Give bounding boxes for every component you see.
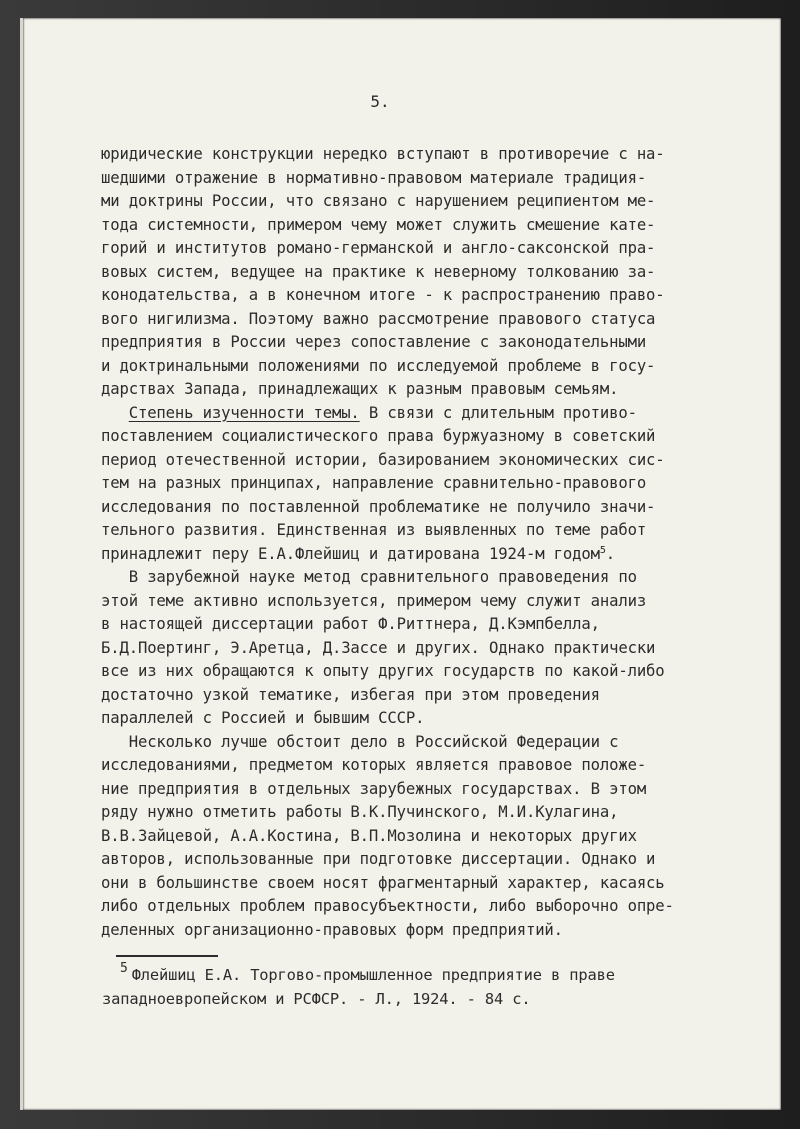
footnote-reference: 5 xyxy=(599,544,606,556)
main-text xyxy=(101,143,731,942)
text-line: принадлежит перу Е.А.Флейшиц и датирована 1924-м годом$^5$. xyxy=(101,544,615,563)
text-line: все из них обращаются к опыту других государств по какой-либо xyxy=(101,662,665,680)
document-page xyxy=(20,18,781,1110)
text-line: предприятия в России через сопоставление с законодательными xyxy=(101,333,647,351)
text-line: в настоящей диссертации работ Ф.Риттнера, Д.Кэмпбелла, xyxy=(101,615,600,633)
paragraph-russian-research xyxy=(101,731,731,943)
text-line: поставлением социалистического права буржуазному в советский xyxy=(101,427,656,445)
footnote-mark: 5 xyxy=(120,961,128,976)
text-line: юридические конструкции нередко вступают в противоречие с на- xyxy=(101,145,665,163)
text-line: и доктринальными положениями по исследуемой проблеме в госу- xyxy=(101,356,656,375)
footnote xyxy=(102,961,740,1011)
text-line: тельного развития. Единственная из выявленных по теме работ xyxy=(101,521,647,539)
section-heading: Степень изученности темы. xyxy=(128,403,360,422)
text-line: вовых систем, ведущее на практике к неверному толкованию за- xyxy=(101,262,656,281)
text-line: горий и институтов романо-германской и англо-саксонской пра- xyxy=(101,239,656,257)
paragraph-foreign-research xyxy=(101,566,731,731)
footnote-text-1: Флейшиц Е.А. Торгово-промышленное предприятие в праве xyxy=(131,966,615,984)
text-line xyxy=(101,402,731,426)
text-line: либо отдельных проблем правосубъектности, либо выборочно опре- xyxy=(101,897,674,915)
section-heading-continuation: В связи с длительным противо- xyxy=(359,403,637,422)
footnote-line xyxy=(120,961,740,988)
footnote-separator xyxy=(116,955,218,957)
text-line: Несколько лучше обстоит дело в Российской Федерации с xyxy=(101,732,619,751)
text-line: этой теме активно используется, примером чему служит анализ xyxy=(101,591,647,610)
footnote-line xyxy=(102,988,740,1012)
text-line: В зарубежной науке метод сравнительного правоведения по xyxy=(101,568,637,586)
text-line: период отечественной истории, базированием экономических сис- xyxy=(101,450,665,469)
footnote-text-2: западноевропейском и РСФСР. - Л., 1924. - 84 с. xyxy=(102,989,531,1008)
text-line: шедшими отражение в нормативно-правовом материале традиция- xyxy=(101,168,647,187)
text-line: В.В.Зайцевой, А.А.Костина, В.П.Мозолина и некоторых других xyxy=(101,826,637,845)
text-line: вого нигилизма. Поэтому важно рассмотрение правового статуса xyxy=(101,309,656,328)
text-line: тода системности, примером чему может служить смешение кате- xyxy=(101,215,656,234)
text-line: конодательства, а в конечном итоге - к распространению право- xyxy=(101,286,665,304)
text-line: параллелей с Россией и бывшим СССР. xyxy=(101,709,425,727)
text-line: достаточно узкой тематике, избегая при этом проведения xyxy=(101,685,600,704)
text-line: исследованиями, предметом которых является правовое положе- xyxy=(101,756,647,774)
text-line: исследования по поставленной проблематике не получило значи- xyxy=(101,497,656,516)
section-degree-of-study xyxy=(101,402,731,567)
text-line: они в большинстве своем носят фрагментарный характер, касаясь xyxy=(101,873,665,892)
text-line: ми доктрины России, что связано с нарушением реципиентом ме- xyxy=(101,192,656,210)
text-line: дарствах Запада, принадлежащих к разным правовым семьям. xyxy=(101,380,619,398)
text-line: Б.Д.Поертинг, Э.Аретца, Д.Зассе и других. Однако практически xyxy=(101,638,656,657)
text-line: тем на разных принципах, направление сравнительно-правового xyxy=(101,474,647,492)
text-line: ние предприятия в отдельных зарубежных государствах. В этом xyxy=(101,779,647,798)
text-line: деленных организационно-правовых форм предприятий. xyxy=(101,920,563,939)
section-last-line: принадлежит перу Е.А.Флейшиц и датирована 1924-м годом xyxy=(101,544,600,563)
text-line: авторов, использованные при подготовке диссертации. Однако и xyxy=(101,850,656,868)
text-line: ряду нужно отметить работы В.К.Пучинского, М.И.Кулагина, xyxy=(101,803,619,821)
paragraph-1 xyxy=(101,143,731,402)
page-number: 5. xyxy=(370,92,390,111)
